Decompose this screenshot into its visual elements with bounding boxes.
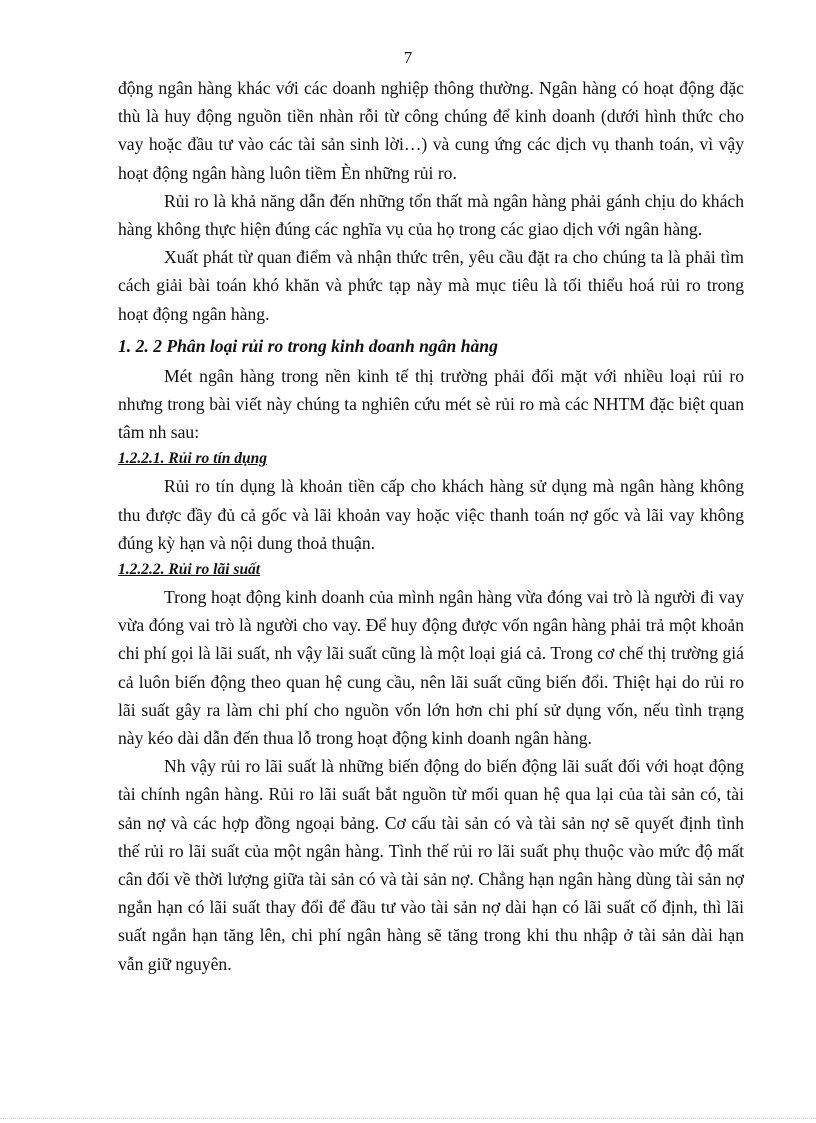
paragraph-risk-minimization: Xuất phát từ quan điểm và nhận thức trên, yêu cầu đặt ra cho chúng ta là phải tìm cách giải bài toán khó khăn và phức tạp này mà mục tiêu là tối thiểu hoá rủi ro trong hoạt động ngân hàng. [118, 247, 744, 324]
paragraph-credit-risk: Rủi ro tín dụng là khoản tiền cấp cho khách hàng sử dụng mà ngân hàng không thu được đầy đủ cả gốc và lãi khoản vay hoặc việc thanh toán nợ gốc và lãi vay không đúng kỳ hạn và nội dung thoả thuận. [118, 476, 744, 553]
paragraph-risk-types-intro: Mét ngân hàng trong nền kinh tế thị trường phải đối mặt với nhiều loại rủi ro nhưng trong bài viết này chúng ta nghiên cứu mét sè rủi ro mà các NHTM đặc biệt quan tâm nh sau: [118, 365, 744, 443]
subsection-heading-interest-rate-risk: 1.2.2.2. Rủi ro lãi suất [118, 561, 261, 579]
document-body [118, 74, 744, 978]
page-number: 7 [403, 48, 413, 67]
paragraph-bank-activities: động ngân hàng khác với các doanh nghiệp thông thường. Ngân hàng có hoạt động đặc thù là huy động nguồn tiền nhàn rỗi từ công chúng để kinh doanh (dưới hình thức cho vay hoặc đầu tư vào các tài sản sinh lời…) và cung ứng các dịch vụ thanh toán, vì vậy hoạt động ngân hàng luôn tiềm Èn những rủi ro. [118, 78, 744, 183]
paragraph-interest-rate-risk: Nh vậy rủi ro lãi suất là những biến động do biến động lãi suất đối với hoạt động tài chính ngân hàng. Rủi ro lãi suất bắt nguồn từ mối quan hệ qua lại của tài sản có, tài sản nợ và các hợp đồng ngoại bảng. Cơ cấu tài sản có và tài sản nợ sẽ quyết định tình thế rủi ro lãi suất của một ngân hàng. Tình thế rủi ro lãi suất phụ thuộc vào mức độ mất cân đối về thời lượng giữa tài sản có và tài sản nợ. Chẳng hạn ngân hàng dùng tài sản nợ ngắn hạn có lãi suất thay đổi để đầu tư vào tài sản nợ dài hạn có lãi suất cố định, thì lãi suất ngắn hạn tăng lên, chi phí ngân hàng sẽ tăng trong khi thu nhập ở tài sản dài hạn vẫn giữ nguyên. [118, 756, 744, 974]
section-heading-risk-classification: 1. 2. 2 Phân loại rủi ro trong kinh doanh ngân hàng [118, 335, 498, 356]
paragraph-risk-definition: Rủi ro là khả năng dẫn đến những tổn thất mà ngân hàng phải gánh chịu do khách hàng không thực hiện đúng các nghĩa vụ của họ trong các giao dịch với ngân hàng. [118, 190, 744, 240]
paragraph-interest-rate-role: Trong hoạt động kinh doanh của mình ngân hàng vừa đóng vai trò là người đi vay vừa đóng vai trò là người cho vay. Để huy động được vốn ngân hàng phải trả một khoản chi phí gọi là lãi suất, nh vậy lãi suất cũng là một loại giá cả. Trong cơ chế thị trường giá cả luôn biến động theo quan hệ cung cầu, nên lãi suất cũng biến đổi. Thiệt hại do rủi ro lãi suất gây ra làm chi phí cho nguồn vốn lớn hơn chi phí sử dụng vốn, nếu tình trạng này kéo dài dẫn đến thua lỗ trong hoạt động kinh doanh ngân hàng. [118, 587, 744, 749]
subsection-heading-credit-risk: 1.2.2.1. Rủi ro tín dụng [118, 450, 268, 468]
page-bottom-divider [0, 1118, 816, 1119]
